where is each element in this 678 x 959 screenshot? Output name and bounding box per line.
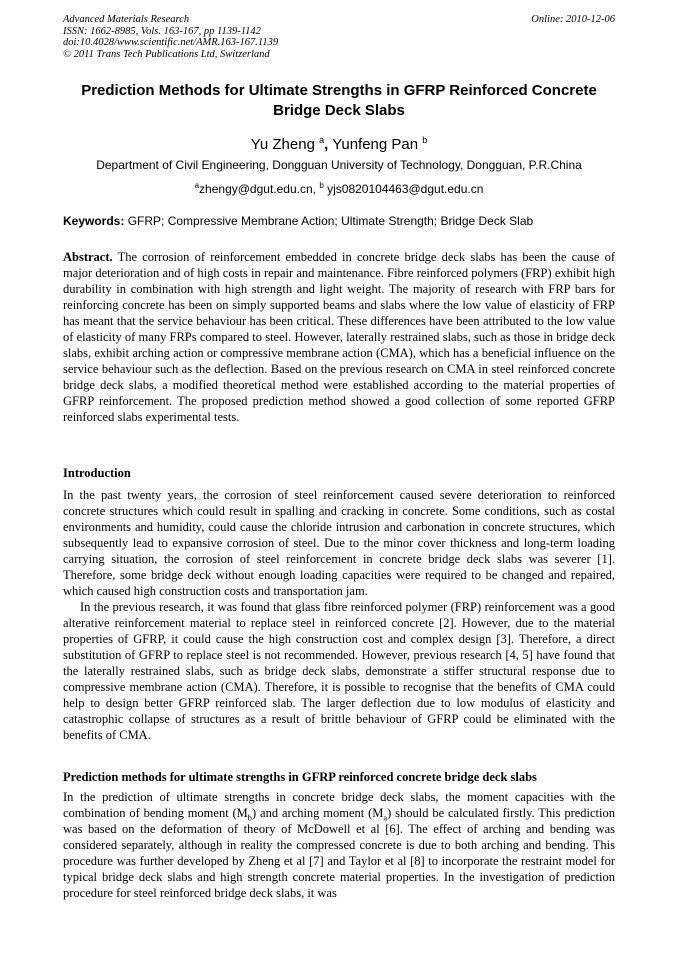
journal-issn: ISSN: 1662-8985, Vols. 163-167, pp 1139-1142 xyxy=(63,25,261,37)
author-separator: , xyxy=(324,136,329,153)
email-a-marker: a xyxy=(194,181,200,190)
author-1-marker: a xyxy=(319,135,325,145)
prediction-text-3: ) should be calculated firstly. This prediction was based on the deformation of theory of McDowell et al [6]. The effect of arching and bending was considered separately, although in reality the compressed concrete is due to both arching and bending. This procedure was further developed by Zheng et al [7] and Taylor et al [8] to incorporate the restraint model for typical bridge deck slabs and high strength concrete material properties. In the investigation of prediction procedure for steel reinforced bridge deck slabs, it was xyxy=(63,806,615,900)
affiliation: Department of Civil Engineering, Dongguan University of Technology, Dongguan, P.R.China xyxy=(96,158,582,172)
prediction-text-2: ) and arching moment (M xyxy=(252,806,384,820)
section-heading-introduction: Introduction xyxy=(63,466,131,480)
moment-b-subscript: b xyxy=(247,812,253,823)
prediction-body xyxy=(63,789,615,901)
intro-paragraph-2: In the previous research, it was found that glass fibre reinforced polymer (FRP) reinforcement was a good alterative reinforcement material to replace steel in reinforced concrete [2]. However, due to the material properties of GFRP, it could cause the high construction cost and complex design [3]. Therefore, a direct substitution of GFRP to replace steel is not recommended. However, previous research [4, 5] have found that the laterally restrained slabs, such as bridge deck slabs, demonstrate a stiffer structural response due to compressive membrane action (CMA). Therefore, it is possible to recognise that the benefits of CMA could help to design better GFRP reinforced slab. The larger deflection due to low modulus of elasticity and catastrophic collapse of structures as a result of brittle behaviour of GFRP could be eliminated with the benefits of CMA. xyxy=(63,600,615,742)
intro-paragraph-1: In the past twenty years, the corrosion of steel reinforcement caused severe deterioration to reinforced concrete structures which could result in spalling and cracking in concrete. Some conditions, such as costal environments and humidity, could cause the chloride intrusion and carbonation in concrete structures, which subsequently lead to expansive corrosion of steel. Due to the minor cover thickness and long-term loading carrying situation, the corrosion of steel reinforcement in concrete bridge deck slabs was severer [1]. Therefore, some bridge deck without enough loading capacities were required to be changed and repaired, which caused high construction costs and transportation jam. xyxy=(63,488,615,598)
prediction-paragraph-1 xyxy=(63,789,615,901)
author-2-marker: b xyxy=(422,135,428,145)
title-line-1: Prediction Methods for Ultimate Strengths in GFRP Reinforced Concrete xyxy=(81,82,597,99)
keywords-text: GFRP; Compressive Membrane Action; Ultimate Strength; Bridge Deck Slab xyxy=(124,214,534,228)
keywords xyxy=(63,214,615,228)
email-a: zhengy@dgut.edu.cn, xyxy=(199,182,320,196)
journal-name: Advanced Materials Research xyxy=(63,14,190,25)
abstract xyxy=(63,249,615,425)
author-2: Yunfeng Pan xyxy=(332,136,419,153)
abstract-text: The corrosion of reinforcement embedded in concrete bridge deck slabs has been the cause of major deterioration and of high costs in repair and maintenance. Fibre reinforced polymers (FRP) exhibit high durability in combination with high strength and light weight. The majority of research with FRP bars for reinforcing concrete has been on simply supported beams and slabs where the low value of elasticity of FRP has meant that the service behaviour has been critical. These differences have been attributed to the low value of elasticity of many FRPs compared to steel. However, laterally restrained slabs, such as those in bridge deck slabs, exhibit arching action or compressive membrane action (CMA), which has a beneficial influence on the service behaviour such as the deflection. Based on the previous research on CMA in steel reinforced concrete bridge deck slabs, a modified theoretical method were established according to the material properties of GFRP reinforcement. The proposed prediction method showed a good collection of some reported GFRP reinforced slabs experimental tests. xyxy=(63,250,615,424)
prediction-text-1: In the prediction of ultimate strengths in concrete bridge deck slabs, the moment capacities with the combination of bending moment (M xyxy=(63,790,615,820)
journal-doi: doi:10.4028/www.scientific.net/AMR.163-167.1139 xyxy=(63,37,279,48)
paper-title xyxy=(63,81,615,121)
journal-header xyxy=(63,14,615,60)
section-heading-prediction: Prediction methods for ultimate strengths in GFRP reinforced concrete bridge deck slabs xyxy=(63,770,537,784)
author-list xyxy=(63,131,615,154)
abstract-label: Abstract. xyxy=(63,250,113,264)
author-1: Yu Zheng xyxy=(250,136,315,153)
journal-copyright: © 2011 Trans Tech Publications Ltd, Switzerland xyxy=(63,48,270,60)
moment-a-subscript: a xyxy=(383,812,388,823)
email-b-marker: b xyxy=(319,181,324,190)
online-date: Online: 2010-12-06 xyxy=(531,14,615,25)
email-b: yjs0820104463@dgut.edu.cn xyxy=(323,182,484,196)
author-emails xyxy=(63,179,615,196)
title-line-2: Bridge Deck Slabs xyxy=(273,102,405,119)
introduction-body xyxy=(63,487,615,743)
keywords-label: Keywords: xyxy=(63,214,125,228)
